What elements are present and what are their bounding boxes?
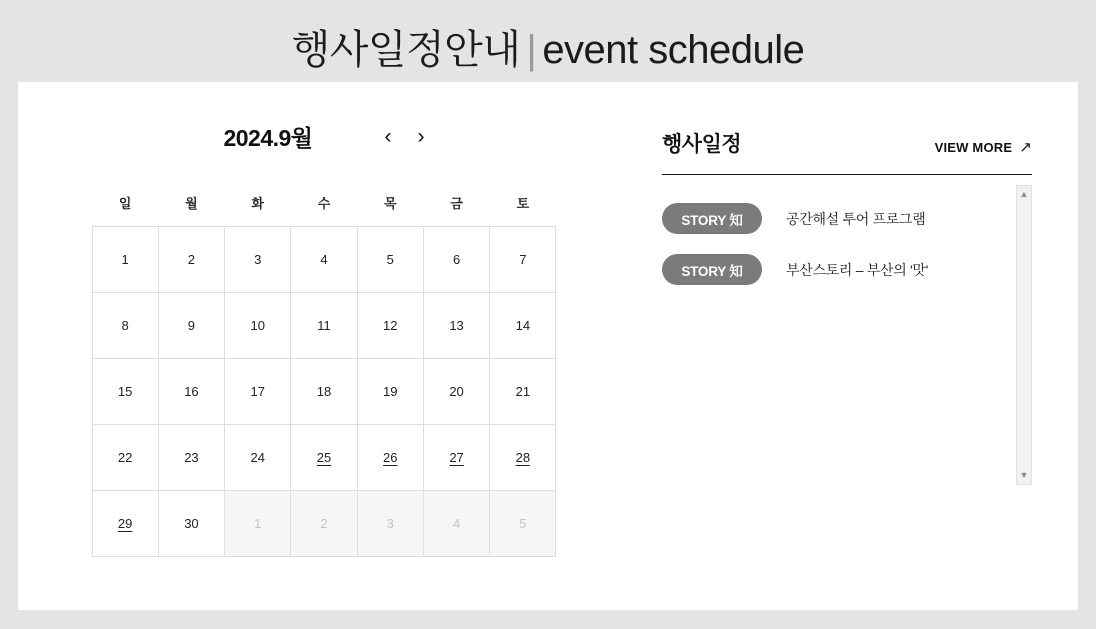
calendar-day-number: 27 xyxy=(449,450,464,465)
events-title: 행사일정 xyxy=(662,133,742,156)
weekday-wed: 수 xyxy=(317,196,331,211)
calendar-day-cell[interactable] xyxy=(424,425,490,491)
calendar-day-cell xyxy=(225,227,291,293)
calendar-day-number: 8 xyxy=(121,318,129,333)
calendar-day-number: 18 xyxy=(316,384,332,399)
chevron-right-icon[interactable]: › xyxy=(417,125,425,148)
page-title xyxy=(0,0,1096,75)
calendar-day-cell xyxy=(291,293,357,359)
calendar-day-cell xyxy=(291,227,357,293)
calendar-day-number: 16 xyxy=(184,384,199,399)
scroll-up-icon[interactable]: ▲ xyxy=(1019,189,1029,199)
calendar-day-cell xyxy=(159,359,225,425)
calendar-day-cell xyxy=(291,359,357,425)
calendar-day-cell xyxy=(93,359,159,425)
calendar-day-number: 5 xyxy=(386,252,394,267)
calendar-day-number: 15 xyxy=(117,384,133,399)
calendar-day-number: 10 xyxy=(250,318,265,333)
calendar-day-number: 5 xyxy=(519,516,527,531)
calendar-day-cell xyxy=(159,227,225,293)
calendar-weekday-row xyxy=(92,193,556,212)
calendar-day-number: 12 xyxy=(383,318,398,333)
calendar-day-number: 3 xyxy=(254,252,262,267)
calendar-day-number: 29 xyxy=(117,516,133,531)
calendar-day-cell xyxy=(490,491,556,557)
calendar-day-cell xyxy=(424,491,490,557)
calendar-day-cell xyxy=(93,227,159,293)
calendar-day-number: 7 xyxy=(519,252,527,267)
calendar-month-label: 2024.9월 xyxy=(223,125,313,151)
event-title: 공간해설 투어 프로그램 xyxy=(786,210,926,227)
calendar-day-cell xyxy=(358,227,424,293)
calendar-header xyxy=(64,120,584,153)
calendar-day-number: 17 xyxy=(250,384,265,399)
calendar-day-number: 4 xyxy=(452,516,461,531)
chevron-left-icon[interactable]: ‹ xyxy=(384,125,392,148)
event-badge: STORY 知 xyxy=(662,254,762,285)
calendar-day-cell xyxy=(225,293,291,359)
calendar-day-number: 11 xyxy=(317,318,331,333)
calendar-day-number: 2 xyxy=(187,252,196,267)
calendar-day-cell xyxy=(93,425,159,491)
calendar-day-number: 20 xyxy=(449,384,464,399)
arrow-up-right-icon: ↗ xyxy=(1019,139,1032,156)
weekday-thu: 목 xyxy=(384,196,397,211)
calendar xyxy=(64,112,584,590)
calendar-day-number: 22 xyxy=(117,450,133,465)
event-row[interactable] xyxy=(662,244,1006,295)
calendar-day-cell xyxy=(490,293,556,359)
calendar-grid xyxy=(92,226,557,557)
page-title-ko: 행사일정안내 xyxy=(291,28,521,72)
calendar-day-cell xyxy=(291,491,357,557)
event-row[interactable] xyxy=(662,193,1006,244)
calendar-day-number: 13 xyxy=(449,318,464,333)
calendar-day-number: 6 xyxy=(452,252,461,267)
scroll-down-icon[interactable]: ▼ xyxy=(1019,470,1029,480)
calendar-day-number: 1 xyxy=(121,252,129,267)
events-list xyxy=(662,189,1032,480)
calendar-day-cell xyxy=(424,293,490,359)
calendar-day-number: 21 xyxy=(515,384,531,399)
calendar-day-cell xyxy=(424,359,490,425)
event-badge: STORY 知 xyxy=(662,203,762,234)
calendar-day-cell xyxy=(358,359,424,425)
page-title-en: event schedule xyxy=(542,28,805,72)
view-more-label: VIEW MORE xyxy=(934,139,1013,155)
calendar-day-cell[interactable] xyxy=(93,491,159,557)
weekday-tue: 화 xyxy=(251,196,264,211)
page-title-divider: | xyxy=(526,28,537,72)
calendar-day-cell xyxy=(225,359,291,425)
calendar-nav xyxy=(385,126,425,147)
events-scrollbar[interactable] xyxy=(1016,185,1032,485)
calendar-day-number: 23 xyxy=(184,450,199,465)
calendar-day-number: 3 xyxy=(386,516,394,531)
calendar-day-cell[interactable] xyxy=(291,425,357,491)
schedule-panel xyxy=(18,82,1078,610)
event-title: 부산스토리 – 부산의 '맛' xyxy=(786,261,929,278)
events-header xyxy=(662,128,1032,175)
calendar-day-number: 25 xyxy=(316,450,332,465)
calendar-day-number: 4 xyxy=(320,252,328,267)
weekday-fri: 금 xyxy=(450,196,463,211)
calendar-day-cell[interactable] xyxy=(358,425,424,491)
calendar-day-cell xyxy=(490,227,556,293)
weekday-sun: 일 xyxy=(118,196,132,211)
calendar-day-number: 2 xyxy=(320,516,328,531)
calendar-day-number: 24 xyxy=(250,450,265,465)
calendar-day-cell xyxy=(159,491,225,557)
calendar-day-number: 1 xyxy=(254,516,262,531)
calendar-day-cell xyxy=(159,425,225,491)
calendar-day-cell xyxy=(225,425,291,491)
calendar-day-cell xyxy=(490,359,556,425)
calendar-day-number: 9 xyxy=(187,318,196,333)
calendar-day-cell[interactable] xyxy=(490,425,556,491)
calendar-day-number: 26 xyxy=(383,450,398,465)
calendar-day-number: 19 xyxy=(383,384,398,399)
events-section xyxy=(584,112,1032,590)
weekday-sat: 토 xyxy=(516,196,530,211)
calendar-day-cell xyxy=(93,293,159,359)
calendar-day-cell xyxy=(358,293,424,359)
calendar-day-number: 14 xyxy=(515,318,531,333)
weekday-mon: 월 xyxy=(185,196,198,211)
calendar-day-number: 30 xyxy=(184,516,199,531)
calendar-day-number: 28 xyxy=(515,450,531,465)
calendar-day-cell xyxy=(159,293,225,359)
calendar-day-cell xyxy=(358,491,424,557)
view-more-button[interactable] xyxy=(935,138,1032,158)
calendar-day-cell xyxy=(424,227,490,293)
calendar-day-cell xyxy=(225,491,291,557)
